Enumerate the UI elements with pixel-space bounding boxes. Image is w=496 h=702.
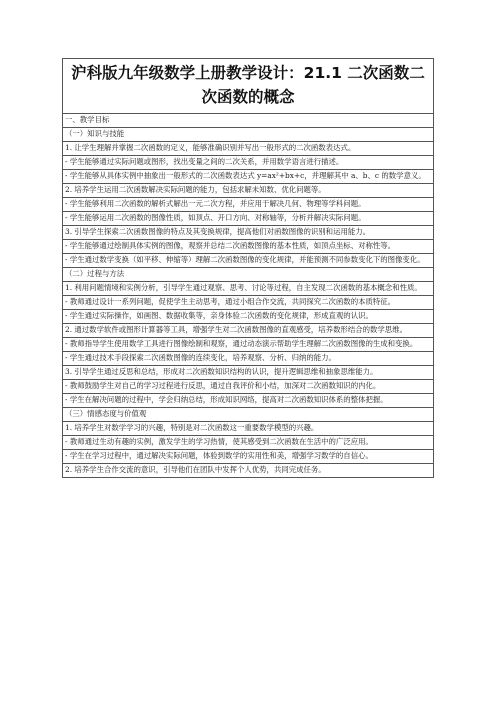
row-text: - 学生能够通过绘制具体实例的图像，观察并总结二次函数图像的基本性质，如顶点坐标、对称性等。: [65, 241, 396, 251]
row-text: - 学生通过数学变换（如平移、伸缩等）理解二次函数图像的变化规律，并能预测不同参数变化下的图像变化。: [65, 255, 425, 265]
table-row: [62, 464, 434, 478]
table-row: [62, 450, 434, 464]
row-text: - 教师鼓励学生对自己的学习过程进行反思，通过自我评价和小结，加深对二次函数知识的内化。: [65, 381, 381, 391]
table-row: [62, 310, 434, 324]
table-row: [62, 436, 434, 450]
table-row: [62, 380, 434, 394]
content-table: [62, 113, 434, 478]
row-text: 1. 利用问题情境和实例分析，引导学生通过观察、思考、讨论等过程，自主发现二次函数的基本概念和性质。: [65, 283, 422, 293]
table-row: [62, 296, 434, 310]
document-title: 沪科版九年级数学上册教学设计：21.1 二次函数二次函数的概念: [62, 58, 434, 113]
row-text: （三）情感态度与价值观: [65, 409, 147, 419]
table-row: [62, 128, 434, 142]
table-row: [62, 366, 434, 380]
row-text: 1. 培养学生对数学学习的兴趣，特别是对二次函数这一重要数学模型的兴趣。: [65, 423, 319, 433]
table-row: [62, 422, 434, 436]
table-row: [62, 240, 434, 254]
table-row: [62, 226, 434, 240]
row-text: - 学生在解决问题的过程中，学会归纳总结，形成知识网络，提高对二次函数知识体系的整体把握。: [65, 395, 388, 405]
table-row: [62, 282, 434, 296]
row-text: （二）过程与方法: [65, 269, 125, 279]
row-text: 2. 培养学生运用二次函数解决实际问题的能力，包括求解未知数、优化问题等。: [65, 185, 326, 195]
row-text: - 学生能够运用二次函数的图像性质，如顶点、开口方向、对称轴等，分析并解决实际问题。: [65, 213, 366, 223]
table-row: [62, 338, 434, 352]
table-row: [62, 408, 434, 422]
table-row: [62, 156, 434, 170]
table-row: [62, 114, 434, 128]
row-text: - 教师指导学生使用数学工具进行图像绘制和观察，通过动态演示帮助学生理解二次函数图像的生成和变换。: [65, 339, 418, 349]
row-text: - 学生能够从具体实例中抽象出一般形式的二次函数表达式 y=ax²+bx+c，并理解其中 a、b、c 的数学意义。: [65, 171, 426, 181]
table-row: [62, 198, 434, 212]
table-row: [62, 268, 434, 282]
row-text: （一）知识与技能: [65, 129, 125, 139]
row-text: 一、教学目标: [65, 115, 110, 125]
table-row: [62, 170, 434, 184]
row-text: 2. 通过数学软件或图形计算器等工具，增强学生对二次函数图像的直观感受，培养数形结合的数学思维。: [65, 325, 407, 335]
table-row: [62, 254, 434, 268]
row-text: - 教师通过生动有趣的实例，激发学生的学习热情，使其感受到二次函数在生活中的广泛应用。: [65, 437, 373, 447]
row-text: - 学生通过技术手段探索二次函数图像的连续变化，培养观察、分析、归纳的能力。: [65, 353, 336, 363]
row-text: - 教师通过设计一系列问题，促使学生主动思考，通过小组合作交流，共同探究二次函数的本质特征。: [65, 297, 396, 307]
table-row: [62, 184, 434, 198]
row-text: - 学生通过实际操作，如画图、数据收集等，亲身体验二次函数的变化规律，形成直观的认识。: [65, 311, 373, 321]
row-text: - 学生在学习过程中，通过解决实际问题，体验到数学的实用性和美，增强学习数学的自信心。: [65, 451, 373, 461]
table-row: [62, 394, 434, 408]
document-page: [62, 58, 434, 478]
row-text: 3. 引导学生探索二次函数图像的特点及其变换规律，提高他们对函数图像的识别和运用能力。: [65, 227, 371, 237]
row-text: - 学生能够利用二次函数的解析式解出一元二次方程，并应用于解决几何、物理等学科问题。: [65, 199, 366, 209]
table-row: [62, 352, 434, 366]
row-text: 2. 培养学生合作交流的意识，引导他们在团队中发挥个人优势，共同完成任务。: [65, 465, 326, 475]
row-text: 1. 让学生理解并掌握二次函数的定义，能够准确识别并写出一般形式的二次函数表达式。: [65, 143, 356, 153]
row-text: 3. 引导学生通过反思和总结，形成对二次函数知识结构的认识，提升逻辑思维和抽象思维能力。: [65, 367, 378, 377]
table-row: [62, 142, 434, 156]
table-row: [62, 324, 434, 338]
row-text: - 学生能够通过实际问题或图形，找出变量之间的二次关系，并用数学语言进行描述。: [65, 157, 344, 167]
table-row: [62, 212, 434, 226]
